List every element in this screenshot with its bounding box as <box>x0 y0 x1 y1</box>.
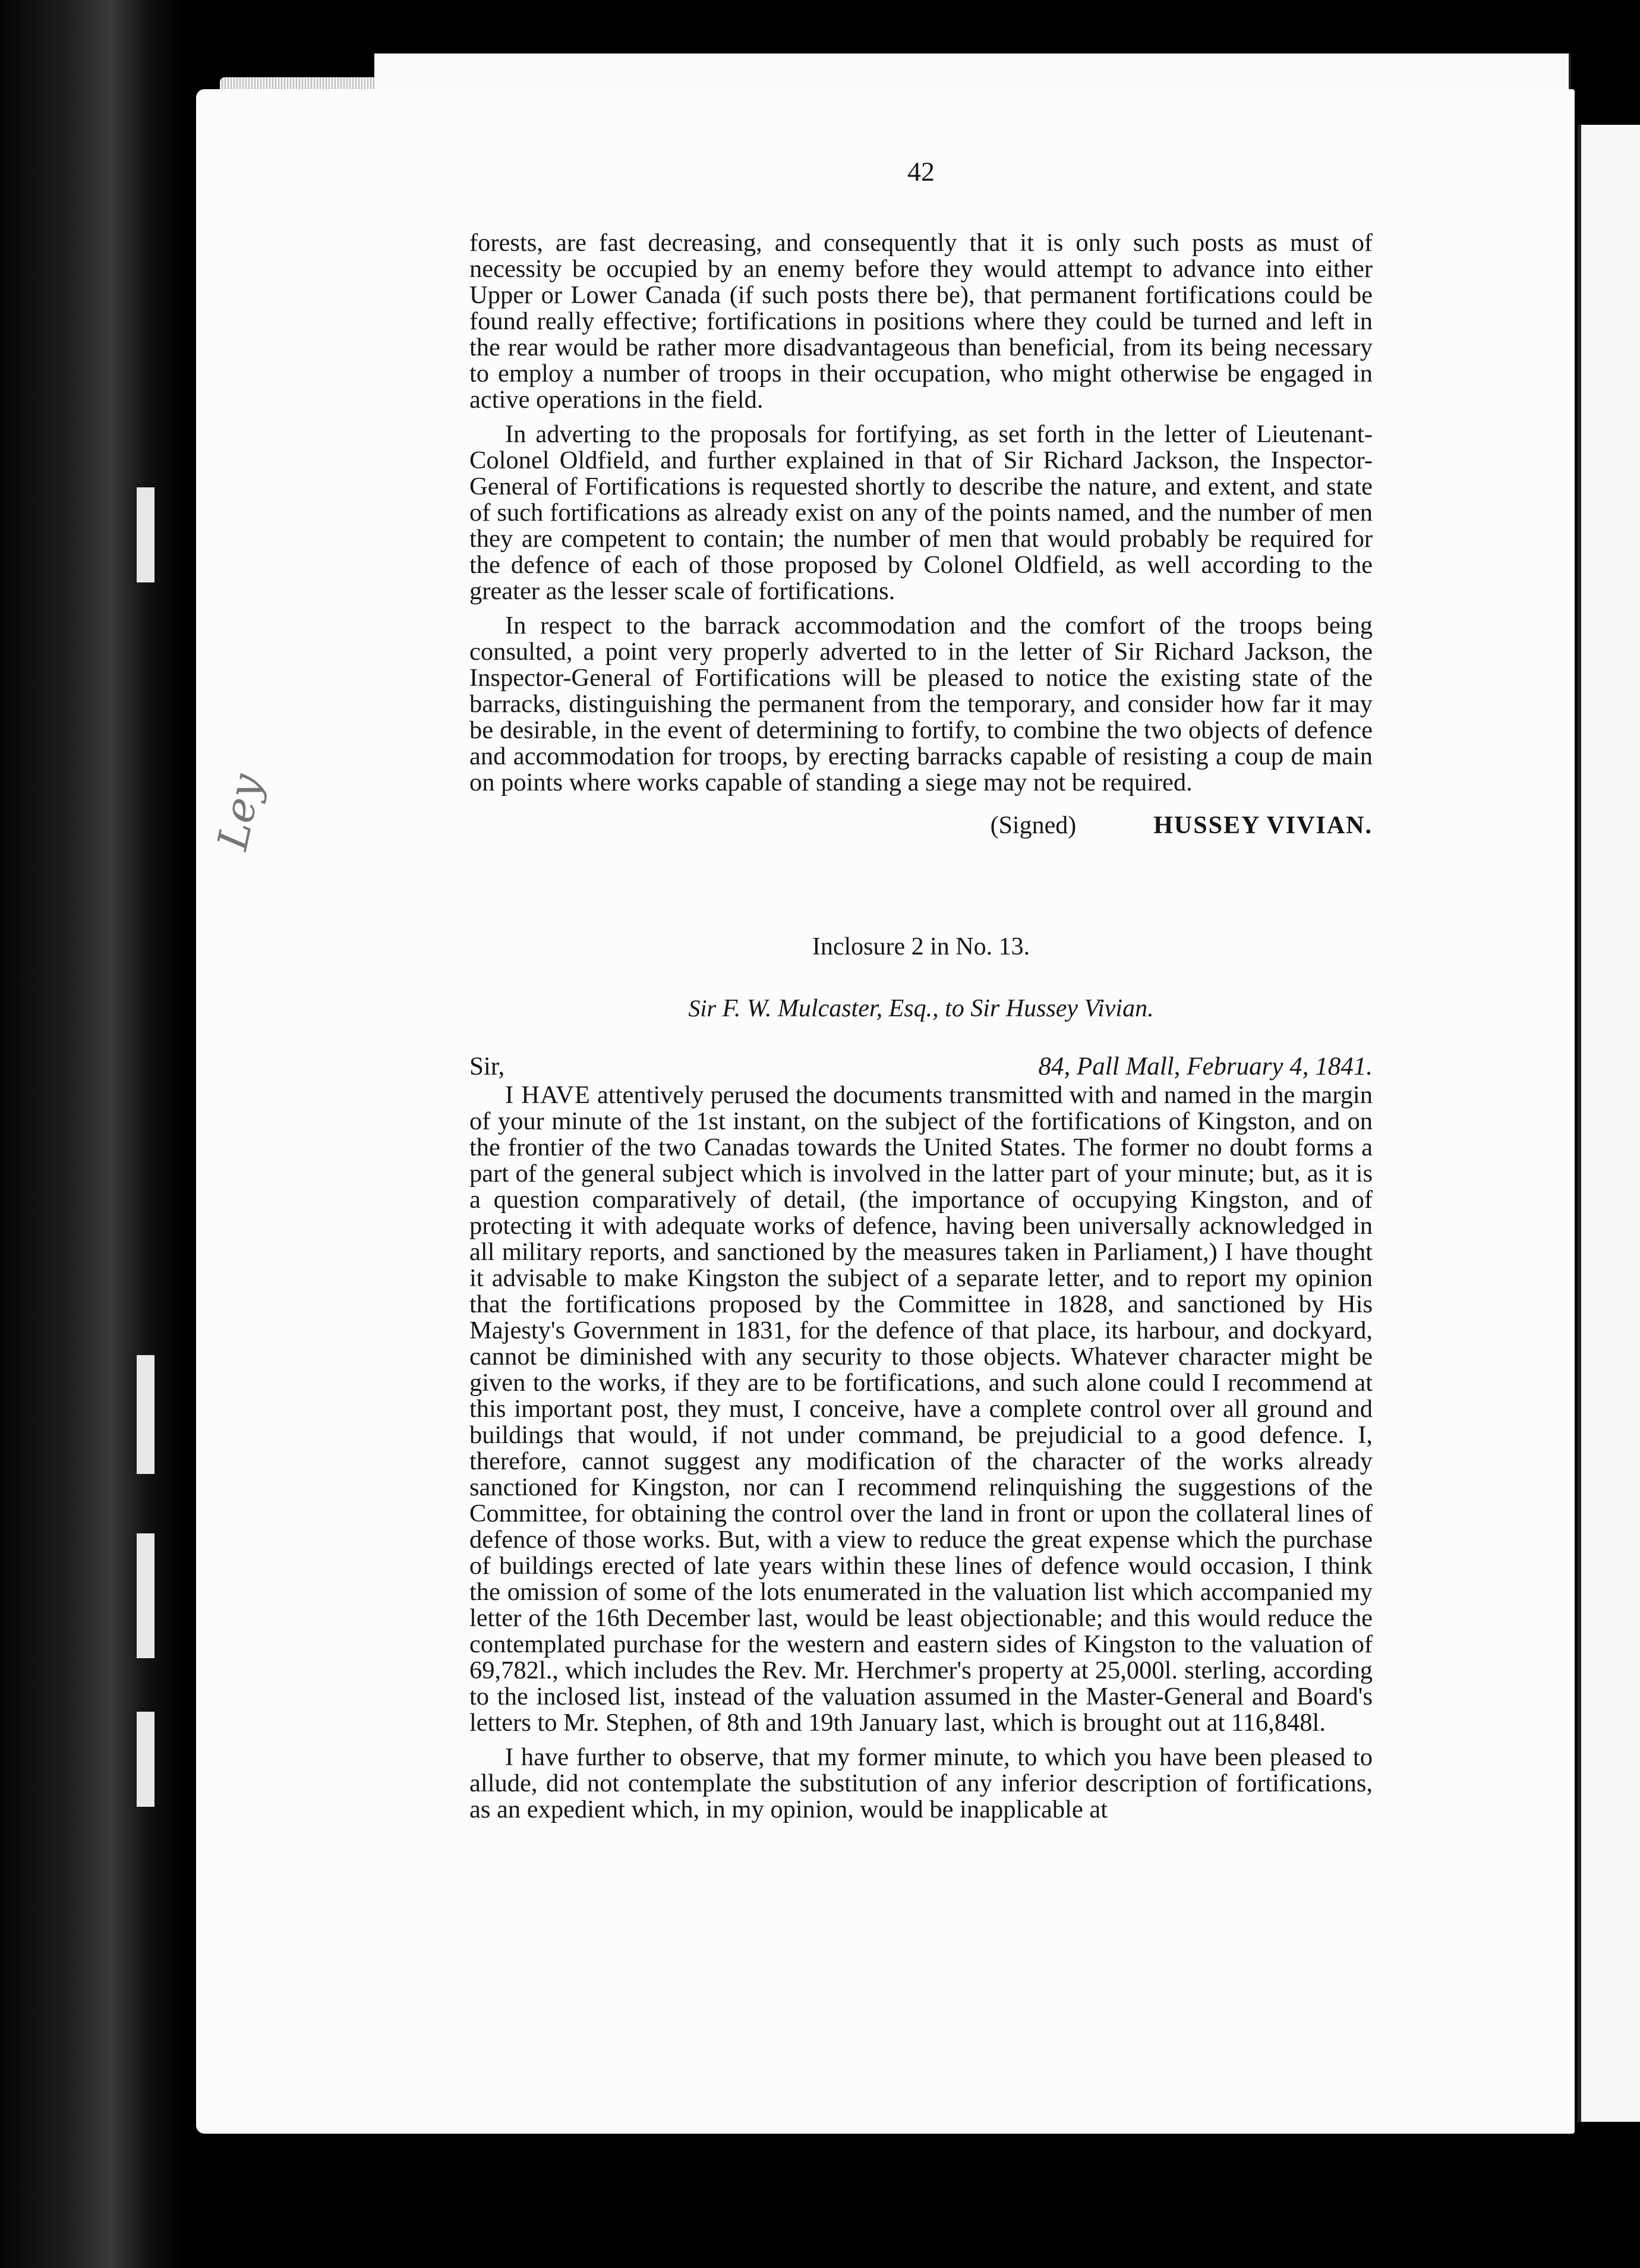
memo-paragraph: forests, are fast decreasing, and consequently that it is only such posts as must of necessity be occupied by an enemy before they would attempt to advance into either Upper or Lower Canada (if such posts there be), that permanent fortifications could be found really effective; fortifications in positions where they could be turned and left in the rear would be rather more disadvantageous than beneficial, from its being necessary to employ a number of troops in their occupation, who might otherwise be engaged in active operations in the field. <box>469 229 1373 414</box>
letter-paragraph-body: attentively perused the documents transmitted with and named in the margin of your minute of the 1st instant, on the subject of the fortifications of Kingston, and on the frontier of the two Canadas towards the United States. The former no doubt forms a part of the general subject which is involved in the latter part of your minute; but, as it is a question comparatively of detail, (the importance of occupying Kingston, and of protecting it with adequate works of defence, having been universally acknowledged in all military reports, and sanctioned by the measures taken in Parliament,) I have thought it advisable to make Kingston the subject of a separate letter, and to report my opinion that the fortifications proposed by the Committee in 1828, and sanctioned by His Majesty's Government in 1831, for the defence of that place, its harbour, and dockyard, cannot be diminished with any security to those objects. Whatever character might be given to the works, if they are to be fortifications, and such alone could I recommend at this important post, they must, I conceive, have a complete control over all ground and buildings that would, if not under command, be prejudicial to a good defence. I, therefore, cannot suggest any modification of the character of the works already sanctioned for Kingston, nor can I recommend relinquishing the suggestions of the Committee, for obtaining the control over the land in front or upon the collateral lines of defence of those works. But, with a view to reduce the great expense which the purchase of buildings erected of late years within these lines of defence would occasion, I think the omission of some of the lots enumerated in the valuation list which accompanied my letter of the 16th December last, would be least objectionable; and this would reduce the contemplated purchase for the western and eastern sides of Kingston to the valuation of 69,782l., which includes the Rev. Mr. Herchmer's property at 25,000l. sterling, according to the inclosed list, instead of the valuation assumed in the Master-General and Board's letters to Mr. Stephen, of 8th and 19th January last, which is brought out at 116,848l. <box>469 1081 1373 1737</box>
letter-heading <box>469 994 1373 1023</box>
dateline <box>1038 1052 1373 1081</box>
binding-tab <box>137 487 154 582</box>
page-number: 42 <box>907 156 935 187</box>
memo-paragraph: In adverting to the proposals for fortifying, as set forth in the letter of Lieutenant-Colonel Oldfield, and further explained in that of Sir Richard Jackson, the Inspector-General of Fortifications is requested shortly to describe the nature, and extent, and state of such fortifications as already exist on any of the points named, and the number of men they are competent to contain; the number of men that would probably be required for the defence of each of those proposed by Colonel Oldfield, as well according to the greater as the lesser scale of fortifications. <box>469 420 1373 605</box>
binding-tab <box>137 1355 154 1474</box>
book-binding <box>0 0 184 2268</box>
dateline-place: 84, Pall Mall, <box>1038 1053 1181 1081</box>
handwritten-margin-note: Ley <box>208 770 272 855</box>
letter-from-to: F. W. Mulcaster, Esq., to Sir Hussey Vivian. <box>722 995 1154 1022</box>
signatory-name: HUSSEY VIVIAN. <box>1153 812 1373 839</box>
signature-block <box>469 808 1373 843</box>
memo-paragraph: In respect to the barrack accommodation and the comfort of the troops being consulted, a point very properly adverted to in the letter of Sir Richard Jackson, the Inspector-General of Fortifications will be pleased to notice the existing state of the barracks, distinguishing the permanent from the temporary, and consider how far it may be desirable, in the event of determining to fortify, to combine the two objects of defence and accommodation for troops, by erecting barracks capable of resisting a coup de main on points where works capable of standing a siege may not be required. <box>469 612 1373 796</box>
signed-label: (Signed) <box>990 812 1077 839</box>
handwritten-prefix: Sir <box>688 995 717 1022</box>
inclosure-heading: Inclosure 2 in No. 13. <box>812 933 1030 960</box>
letter-paragraph <box>469 1082 1373 1736</box>
salutation: Sir, <box>469 1053 505 1081</box>
page-content <box>469 156 1373 1823</box>
opening-caps: I HAVE <box>505 1081 591 1109</box>
binding-tab <box>137 1533 154 1658</box>
adjacent-page <box>1578 125 1640 2122</box>
dateline-date: February 4, 1841. <box>1187 1053 1373 1081</box>
letter-paragraph: I have further to observe, that my former minute, to which you have been pleased to allude, did not contemplate the substitution of any inferior description of fortifications, as an expedient which, in my opinion, would be inapplicable at <box>469 1743 1373 1823</box>
salutation-row <box>469 1051 1373 1081</box>
binding-tab <box>137 1712 154 1807</box>
